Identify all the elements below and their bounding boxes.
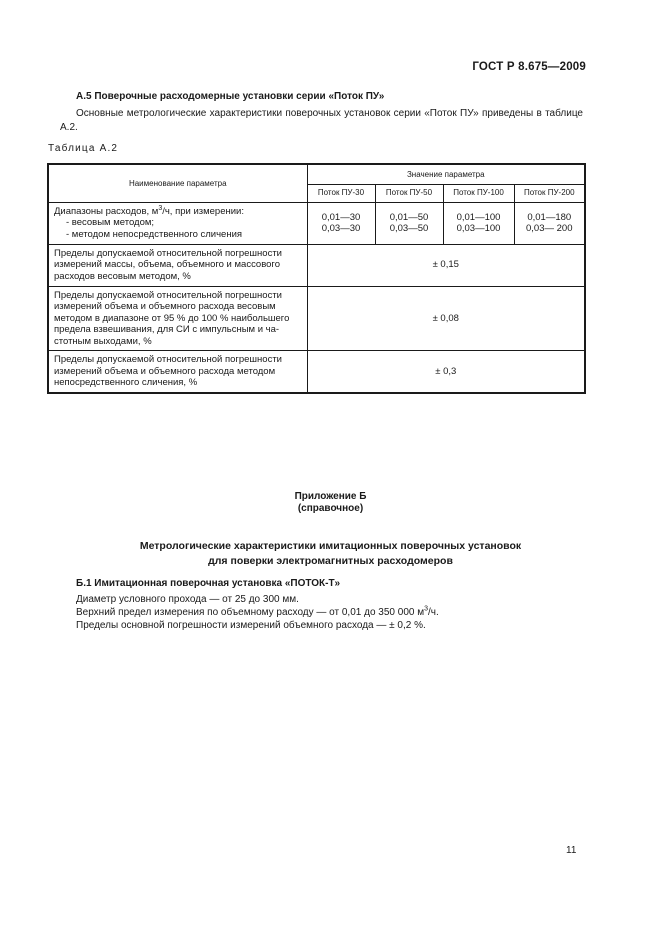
- table-caption: Таблица А.2: [48, 143, 119, 154]
- appendix-title: Приложение Б: [294, 491, 367, 502]
- appendix-subtitle: (справочное): [297, 503, 364, 514]
- row1-value-100: 0,01—100 0,03—100: [443, 202, 514, 244]
- table-a2: [47, 163, 586, 394]
- table-row: [48, 286, 585, 351]
- header-model-100: Поток ПУ-100: [443, 184, 514, 202]
- header-model-50: Поток ПУ-50: [375, 184, 443, 202]
- header-param-value: Значение параметра: [307, 164, 585, 184]
- table-row: [48, 202, 585, 244]
- appendix-heading-line2: для поверки электромагнитных расходомеров: [208, 555, 453, 567]
- row1-value-50: 0,01—50 0,03—50: [375, 202, 443, 244]
- appendix-heading-line1: Метрологические характеристики имитационных поверочных установок: [139, 540, 522, 552]
- row3-value: ± 0,08: [307, 286, 585, 351]
- header-model-200: Поток ПУ-200: [514, 184, 585, 202]
- table-row: [48, 351, 585, 393]
- row3-name: Пределы допускаемой относительной погрешности измерений объема и объемного расхода весовым методом в диапазоне от 95 % до 100 % наибольшего предела взвешивания, для СИ с импульсным и ча- стотным выходами, %: [48, 286, 307, 351]
- row2-name: Пределы допускаемой относительной погрешности измерений массы, объема, объемного и массового расходов весовым методом, %: [48, 244, 307, 286]
- row2-value: ± 0,15: [307, 244, 585, 286]
- section-b1-line2: Верхний предел измерения по объемному расходу — от 0,01 до 350 000 $м^3/ч$.: [76, 605, 439, 618]
- row1-value-200: 0,01—180 0,03— 200: [514, 202, 585, 244]
- section-b1-heading: Б.1 Имитационная поверочная установка «ПОТОК-Т»: [76, 578, 341, 589]
- header-model-30: Поток ПУ-30: [307, 184, 375, 202]
- row4-name: Пределы допускаемой относительной погрешности измерений объема и объемного расхода методом непосредственного сличения, %: [48, 351, 307, 393]
- row1-name-title: Диапазоны расходов, $м^3/ч$, при измерении:: [54, 204, 245, 217]
- row1-value-30: 0,01—30 0,03—30: [307, 202, 375, 244]
- page-number: 11: [566, 845, 577, 856]
- document-id: ГОСТ Р 8.675—2009: [472, 61, 586, 73]
- row1-item-weight: - весовым методом;: [66, 217, 155, 228]
- section-a5-paragraph: Основные метрологические характеристики поверочных установок серии «Поток ПУ» приведены в таблице А.2.: [60, 108, 583, 133]
- section-b1-line1: Диаметр условного прохода — от 25 до 300 мм.: [76, 594, 299, 605]
- section-a5-heading: А.5 Поверочные расходомерные установки серии «Поток ПУ»: [76, 91, 385, 102]
- row1-item-direct: - методом непосредственного сличения: [66, 228, 243, 240]
- header-param-name: Наименование параметра: [48, 164, 307, 202]
- row1-name: [48, 202, 307, 244]
- section-b1-line3: Пределы основной погрешности измерений объемного расхода — ± 0,2 %.: [76, 620, 426, 631]
- table-row: [48, 244, 585, 286]
- row4-value: ± 0,3: [307, 351, 585, 393]
